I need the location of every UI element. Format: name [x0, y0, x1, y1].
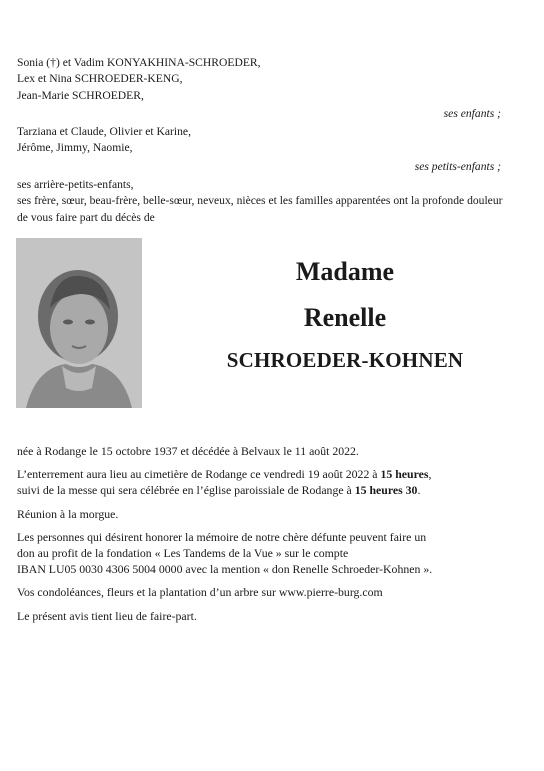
surname: SCHROEDER-KOHNEN: [226, 348, 464, 372]
burial-comma: ,: [428, 467, 432, 482]
deceased-name-block: [160, 256, 530, 374]
condolences-line: Vos condoléances, fleurs et la plantation d’un arbre sur www.pierre-burg.com: [17, 585, 383, 600]
portrait-illustration: [16, 238, 142, 408]
portrait-photo: [16, 238, 142, 408]
first-name: Renelle: [303, 303, 387, 332]
salutation: Madame: [295, 257, 395, 286]
burial-text: L’enterrement aura lieu au cimetière de Rodange ce vendredi 19 août 2022 à: [17, 467, 381, 482]
donation-line-2: don au profit de la fondation « Les Tandems de la Vue » sur le compte: [17, 546, 349, 561]
gathering-line: Réunion à la morgue.: [17, 506, 119, 521]
mass-time: 15 heures 30: [354, 483, 418, 498]
grandchildren-label: ses petits-enfants ;: [414, 159, 501, 173]
donation-line-1: Les personnes qui désirent honorer la mémoire de notre chère défunte peuvent faire un: [17, 529, 427, 544]
family-line-children-2: Lex et Nina SCHROEDER-KENG,: [17, 72, 183, 86]
closing-line: Le présent avis tient lieu de faire-part.: [17, 608, 197, 623]
burial-time: 15 heures: [380, 467, 429, 482]
mass-period: .: [417, 483, 421, 498]
family-line-grandchildren-1: Tarziana et Claude, Olivier et Karine,: [17, 125, 191, 139]
family-line-grandchildren-2: Jérôme, Jimmy, Naomie,: [17, 141, 133, 155]
family-line-children-1: Sonia (†) et Vadim KONYAKHINA-SCHROEDER,: [17, 56, 261, 69]
family-announcement: [17, 55, 503, 226]
donation-line-3: IBAN LU05 0030 4306 5004 0000 avec la mention « don Renelle Schroeder-Kohnen ».: [17, 562, 433, 577]
donation-paragraph: [17, 529, 503, 578]
notice-details: [17, 443, 503, 631]
burial-paragraph: [17, 466, 503, 498]
relatives-line: ses frère, sœur, beau-frère, belle-sœur, neveux, nièces et les familles apparentées ont la profonde douleur de vous faire part du décès de: [17, 194, 503, 224]
great-grandchildren-line: ses arrière-petits-enfants,: [17, 178, 134, 192]
children-label: ses enfants ;: [443, 106, 501, 120]
mass-text: suivi de la messe qui sera célébrée en l’église paroissiale de Rodange à: [17, 483, 355, 498]
birth-death-line: née à Rodange le 15 octobre 1937 et décédée à Belvaux le 11 août 2022.: [17, 444, 359, 458]
family-line-children-3: Jean-Marie SCHROEDER,: [17, 88, 144, 102]
